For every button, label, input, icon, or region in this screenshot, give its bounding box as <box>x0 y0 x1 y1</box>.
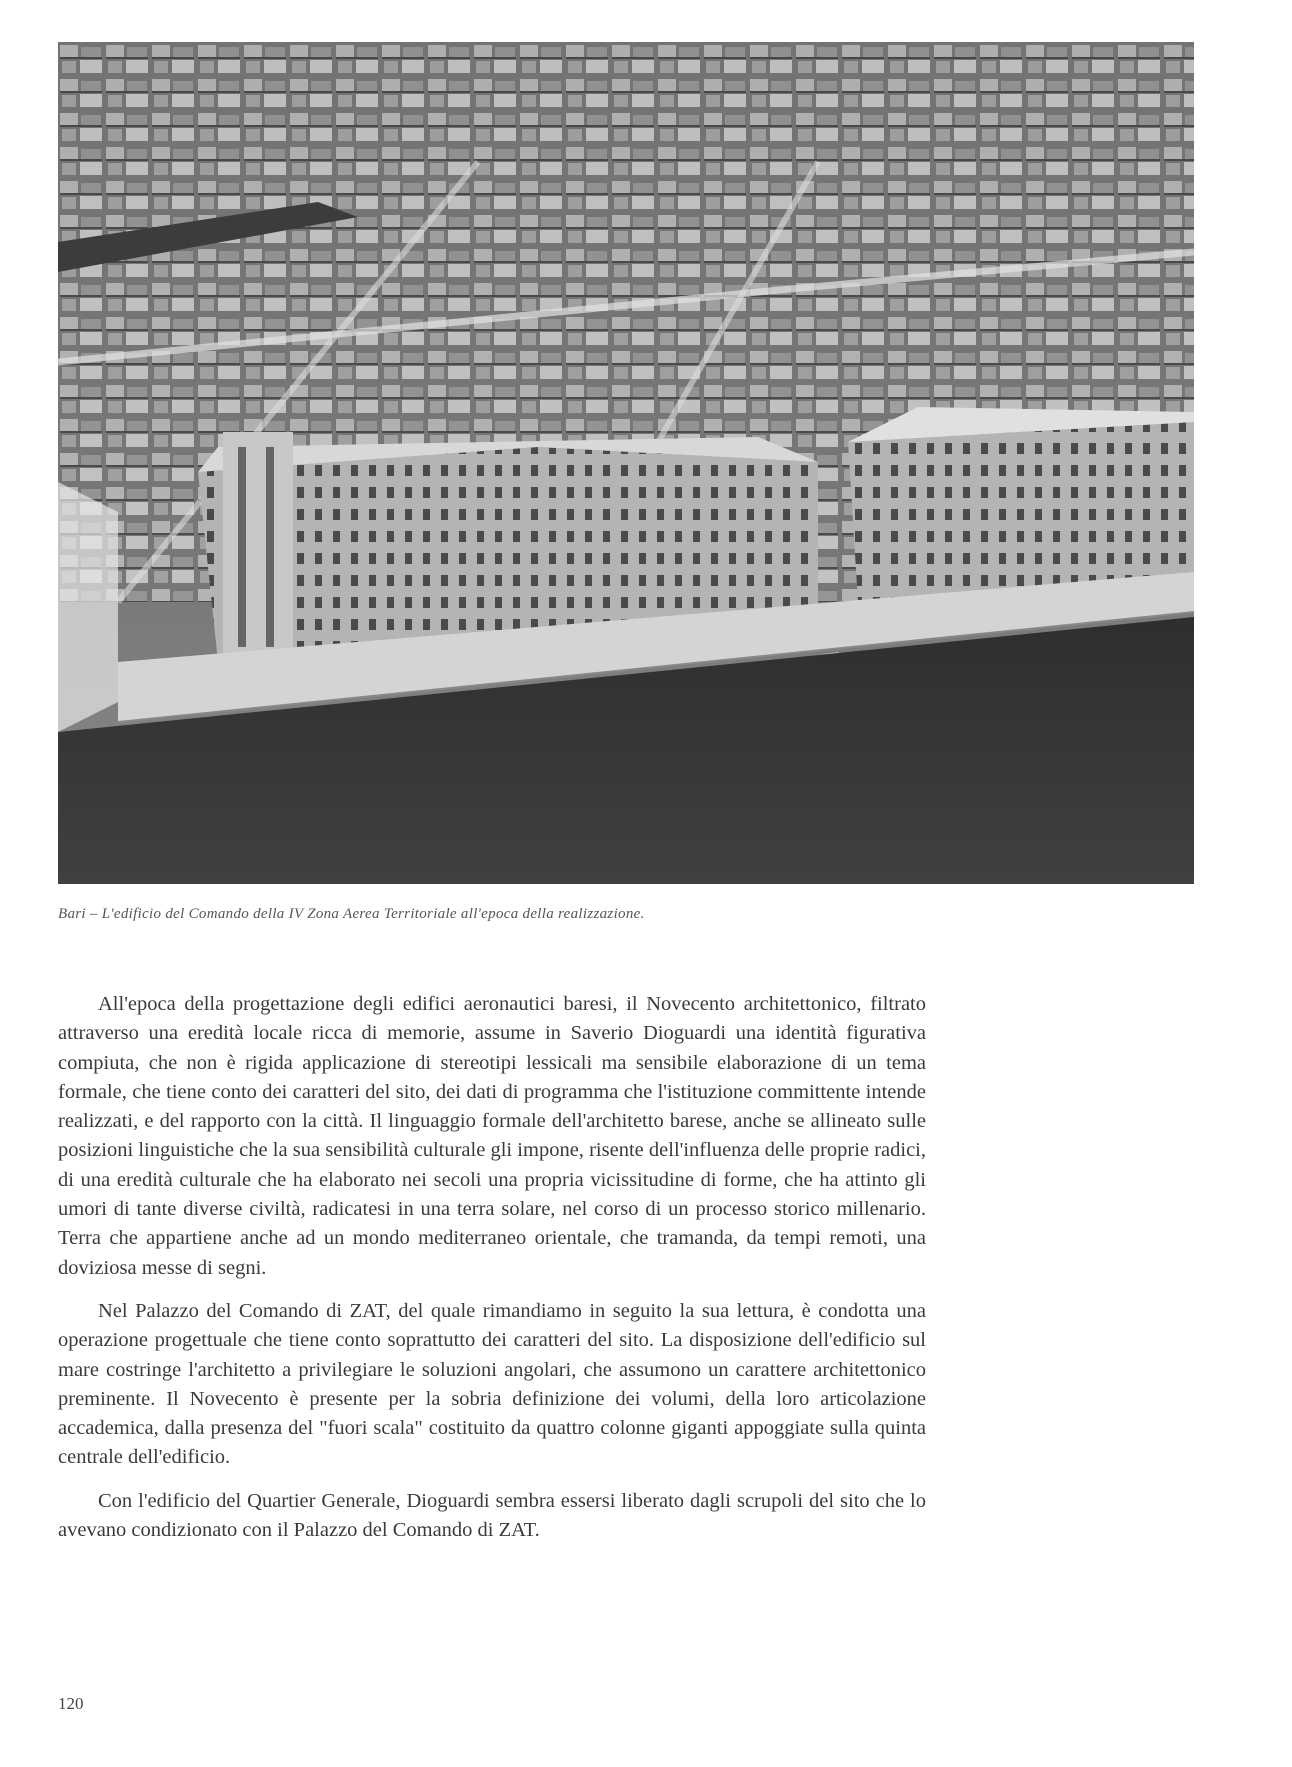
aerial-photograph <box>58 42 1194 884</box>
paragraph: Con l'edificio del Quartier Generale, Dioguardi sembra essersi liberato dagli scrupoli del sito che lo avevano condizionato con il Palazzo del Comando di ZAT. <box>58 1489 926 1542</box>
page-number: 120 <box>58 1694 84 1713</box>
paragraph: All'epoca della progettazione degli edifici aeronautici baresi, il Novecento architettonico, filtrato attraverso una eredità locale ricca di memorie, assume in Saverio Dioguardi una identità figurativa compiuta, che non è rigida applicazione di stereotipi lessicali ma sensibile elaborazione di un tema formale, che tiene conto dei caratteri del sito, dei dati di programma che l'istituzione committente intende realizzati, e del rapporto con la città. Il linguaggio formale dell'architetto barese, anche se allineato sulle posizioni linguistiche che la sua sensibilità culturale gli impone, risente dell'influenza delle proprie radici, di una eredità culturale che ha elaborato nei secoli una propria vicissitudine di forme, che ha attinto gli umori di tante diverse civiltà, radicatesi in una terra solare, nel corso di un processo storico millenario. Terra che appartiene anche ad un mondo mediterraneo orientale, che tramanda, da tempi remoti, una doviziosa messe di segni. <box>58 993 926 1279</box>
paragraph: Nel Palazzo del Comando di ZAT, del quale rimandiamo in seguito la sua lettura, è condotta una operazione progettuale che tiene conto soprattutto dei caratteri del sito. La disposizione dell'edificio sul mare costringe l'architetto a privilegiare le soluzioni angolari, che assumono un carattere architettonico preminente. Il Novecento è presente per la sobria definizione dei volumi, della loro articolazione accademica, dalla presenza del "fuori scala" costituito da quattro colonne giganti appoggiate sulla quinta centrale dell'edificio. <box>58 1299 926 1469</box>
photo-caption: Bari – L'edificio del Comando della IV Zona Aerea Territoriale all'epoca della realizzazione. <box>58 906 645 922</box>
article-body <box>58 990 926 1559</box>
